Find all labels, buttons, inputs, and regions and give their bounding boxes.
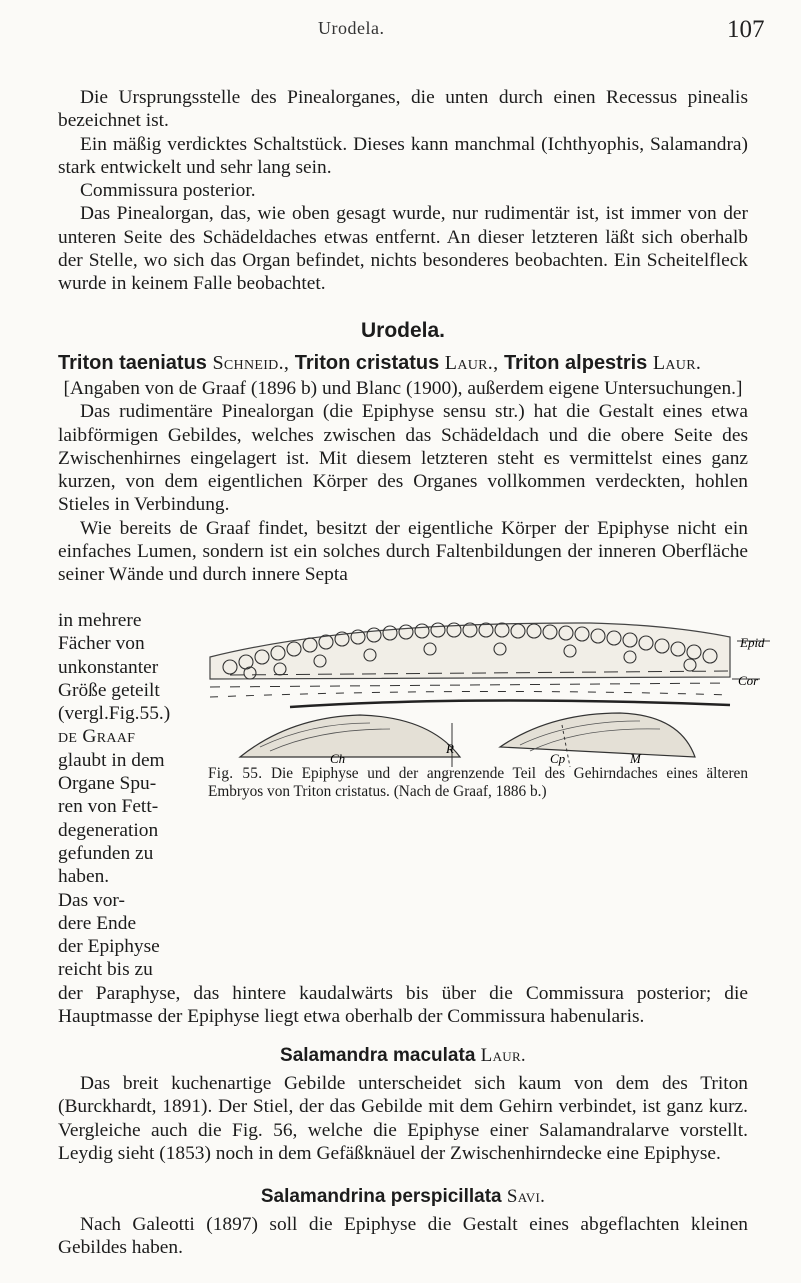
urodela-paragraph-2: Wie bereits de Graaf findet, besitzt der eigentliche Körper der Epiphyse nicht ein einfaches Lumen, sondern ist ein solches durch Faltenbildungen der inneren Oberfläche seiner Wände und durch innere Septa	[58, 517, 748, 586]
species-line	[58, 352, 748, 375]
wrap-line: haben.	[58, 866, 110, 888]
epiphysis-body	[210, 623, 730, 679]
wrap-line: Das vor-	[58, 889, 125, 911]
figure-caption	[208, 765, 748, 802]
wrap-line: degeneration	[58, 819, 159, 841]
species-3: Triton alpestris	[503, 352, 648, 374]
salamandra-text	[58, 1072, 748, 1165]
intro-paragraph-1: Die Ursprungsstelle des Pinealorganes, die unten durch einen Recessus pinealis bezeichnet ist.	[58, 87, 748, 132]
urodela-text	[58, 377, 748, 587]
caption-label: Fig. 55.	[208, 765, 263, 782]
label-r: R	[446, 741, 454, 756]
salamandra-author: Laur.	[480, 1045, 526, 1066]
wrap-line: Organe Spu-	[58, 773, 157, 795]
salamandra-species: Salamandra maculata	[280, 1045, 476, 1066]
label-cp: Cp	[550, 751, 566, 766]
section-title-salamandrina	[58, 1186, 748, 1208]
label-epid: Epid	[740, 635, 765, 650]
page-number: 107	[727, 16, 765, 43]
running-head: Urodela.	[318, 18, 385, 38]
wrap-line: unkonstanter	[58, 656, 159, 678]
author-2: Laur.,	[444, 352, 499, 374]
wrap-line: der Epiphyse	[58, 936, 160, 958]
urodela-paragraph-3: der Paraphyse, das hintere kaudalwärts bis über die Commissura posterior; die Hauptmasse der Epiphyse liegt etwa oberhalb der Commissura habenularis.	[58, 983, 748, 1028]
salamandra-paragraph: Das breit kuchenartige Gebilde unterscheidet sich kaum von dem des Triton (Burckhardt, 1891). Der Stiel, der das Gebilde mit dem Gehirn verbindet, ist ganz kurz. Vergleiche auch die Fig. 56, welche die Epiphyse einer Salamandralarve vorstellt. Leydig sieht (1853) noch in dem Gefäßknäuel der Zwischenhirndecke eine Epiphyse.	[58, 1073, 748, 1164]
author-1: Schneid.,	[212, 352, 290, 374]
label-m: M	[630, 751, 641, 766]
intro-paragraph-2: Ein mäßig verdicktes Schaltstück. Dieses kann manchmal (Ichthyophis, Salamandra) stark entwickelt und sehr lang sein.	[58, 133, 748, 178]
wrap-line: dere Ende	[58, 912, 137, 934]
cortex-line-2	[210, 691, 730, 697]
section-title-urodela: Urodela.	[360, 319, 446, 342]
species-1: Triton taeniatus	[58, 352, 207, 374]
wrap-line: de Graaf	[58, 726, 136, 748]
species-2: Triton cristatus	[294, 352, 440, 374]
wrap-line: ren von Fett-	[58, 796, 159, 818]
caption-text: Die Epiphyse und der angrenzende Teil des Gehirndaches eines älteren Embryos von Triton cristatus. (Nach de Graaf, 1886 b.)	[208, 765, 748, 801]
roof-band	[290, 700, 730, 707]
wrap-line: reicht bis zu	[58, 959, 153, 981]
urodela-text-end	[58, 982, 748, 1029]
wrap-line: Größe geteilt	[58, 679, 160, 701]
cortex-line-1	[210, 683, 730, 687]
wrap-line: (vergl.Fig.55.)	[58, 703, 171, 725]
left-mass	[240, 715, 460, 757]
page-header	[0, 16, 801, 56]
label-ch: Ch	[330, 751, 346, 766]
wrap-line: glaubt in dem	[58, 749, 165, 771]
label-cor: Cor	[738, 673, 759, 688]
salamandrina-species: Salamandrina perspicillata	[260, 1186, 502, 1207]
intro-paragraph-3: Commissura posterior.	[80, 180, 256, 202]
sources-note: [Angaben von de Graaf (1896 b) und Blanc (1900), außerdem eigene Untersuchungen.]	[63, 378, 743, 399]
salamandrina-author: Savi.	[506, 1186, 546, 1207]
figure-55	[170, 617, 770, 767]
wrap-column	[58, 609, 171, 982]
wrap-line: gefunden zu	[58, 842, 154, 864]
wrap-line: Fächer von	[58, 633, 145, 655]
right-mass	[500, 713, 695, 757]
intro-paragraph-4: Das Pinealorgan, das, wie oben gesagt wurde, nur rudimentär ist, ist immer von der unteren Seite des Schädeldaches etwas entfernt. An dieser letzteren läßt sich oberhalb der Stelle, wo sich das Organ befindet, nichts besonderes beobachten. Ein Scheitelfleck wurde in keinem Falle beobachtet.	[58, 203, 748, 295]
salamandrina-text	[58, 1213, 748, 1260]
intro-text	[58, 86, 748, 296]
urodela-paragraph-1: Das rudimentäre Pinealorgan (die Epiphyse sensu str.) hat die Gestalt eines etwa laibförmigen Gebildes, welches zwischen das Schädeldach und die obere Seite des Zwischenhirnes eingelagert ist. Mit diesem letzteren steht es vermittelst eines ganz kurzen, von dem eigentlichen Körper des Organes vollkommen verdeckten, hohlen Stieles in Verbindung.	[58, 401, 748, 516]
wrap-line: in mehrere	[58, 610, 142, 631]
author-3: Laur.	[652, 352, 702, 374]
salamandrina-paragraph: Nach Galeotti (1897) soll die Epiphyse die Gestalt eines abgeflachten kleinen Gebildes haben.	[58, 1214, 748, 1259]
section-title-salamandra	[58, 1045, 748, 1067]
